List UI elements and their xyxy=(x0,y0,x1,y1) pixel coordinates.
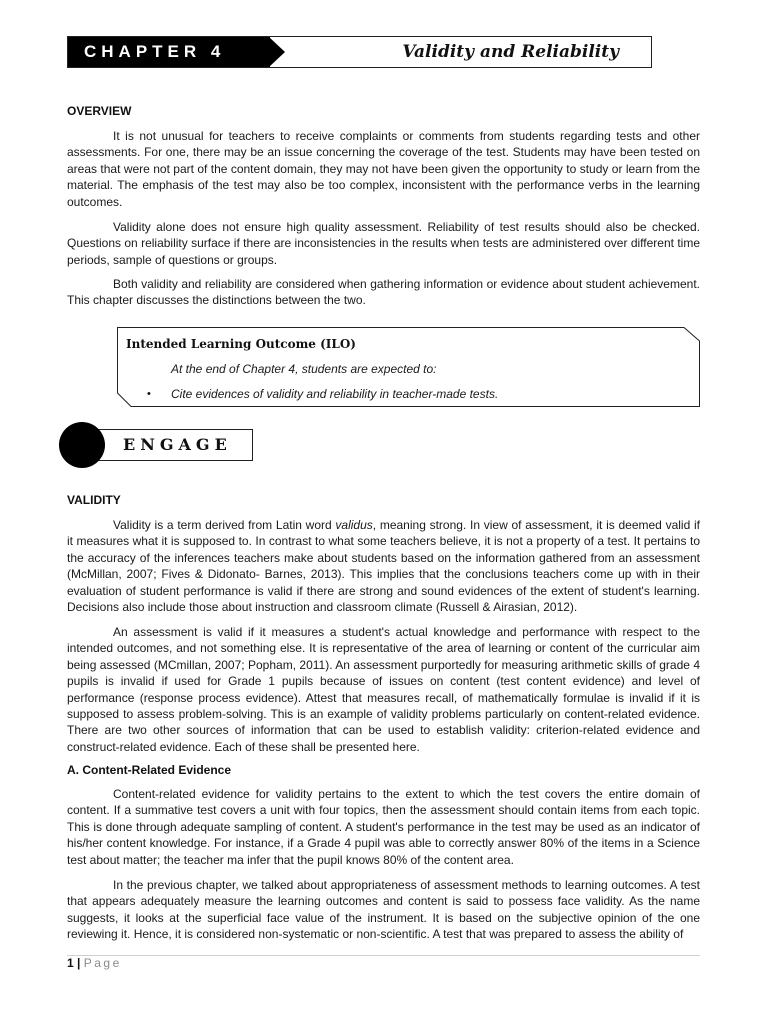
chapter-label: CHAPTER 4 xyxy=(68,37,270,67)
ilo-title: Intended Learning Outcome (ILO) xyxy=(126,337,356,351)
ilo-box xyxy=(117,327,700,407)
overview-paragraph-1: It is not unusual for teachers to receive complaints or comments from students regarding tests and other assessments. For one, there may be an issue concerning the coverage of the test. Students may have been tested on areas that were not part of the content domain, they may not have been given the opportunity to study or learn from the material. The emphasis of the test may also be too complex, inconsistent with the performance verbs in the learning outcomes. xyxy=(67,129,700,209)
chapter-title: Validity and Reliability xyxy=(402,42,619,62)
overview-paragraph-2: Validity alone does not ensure high quality assessment. Reliability of test results should also be checked. Questions on reliability surface if there are inconsistencies in the results when tests are administered over different time periods, sample of questions or groups. xyxy=(67,220,700,267)
footer-divider xyxy=(67,955,700,956)
validity-paragraph-2: An assessment is valid if it measures a student's actual knowledge and performance with respect to the intended outcomes, and not something else. It is representative of the area of learning or content of the curricular aim being assessed (MCmillan, 2007; Popham, 2011). An assessment purportedly for measuring arithmetic skills of grade 4 pupils is invalid if used for Grade 1 pupils because of issues on content (test content evidence) and level of performance (response process evidence). Attest that measures recall, of mathematically formulae is invalid if it is supposed to assess problem-solving. This is an example of validity problems particularly on content-related evidence. There are two other sources of information that can be used to establish validity: criterion-related evidence and construct-related evidence. Each of these shall be presented here. xyxy=(67,625,700,754)
chapter-header xyxy=(67,36,652,68)
chapter-arrow-shape xyxy=(269,37,285,67)
page-number: 1 xyxy=(67,956,74,970)
content-evidence-paragraph-1: Content-related evidence for validity pertains to the extent to which the test covers the entire domain of content. If a summative test covers a unit with four topics, then the assessment should contain items from each topic. This is done through adequate sampling of content. A student's performance in the test may be used as an indicator of his/her content knowledge. For instance, if a Grade 4 pupil was able to correctly answer 80% of the items in a Science test about matter; the teacher ma infer that the pupil knows 80% of the content area. xyxy=(67,787,700,867)
engage-label: ENGAGE xyxy=(123,435,232,454)
validity-p1-latin-term: validus xyxy=(335,518,373,532)
engage-banner xyxy=(82,429,253,461)
overview-paragraph-3: Both validity and reliability are considered when gathering information or evidence about student achievement. This chapter discusses the distinctions between the two. xyxy=(67,277,700,308)
bullet-icon: • xyxy=(147,388,151,400)
ilo-intro: At the end of Chapter 4, students are expected to: xyxy=(171,362,437,376)
overview-heading: OVERVIEW xyxy=(67,104,132,118)
content-evidence-paragraph-2: In the previous chapter, we talked about appropriateness of assessment methods to learning outcomes. A test that appears adequately measure the learning outcomes and content is said to possess face validity. As the name suggests, it looks at the superficial face value of the instrument. It is based on the subjective opinion of the one reviewing it. Hence, it is considered non-systematic or non-scientific. A test that was prepared to assess the ability of xyxy=(67,878,700,942)
content-evidence-heading: A. Content-Related Evidence xyxy=(67,763,232,777)
footer-separator: | xyxy=(77,956,81,970)
validity-p1-text-b: , meaning strong. In view of assessment, it is deemed valid if it measures what it is supposed to. In contrast to what some teachers believe, it is not a property of a test. It pertains to the accuracy of the inferences teachers make about students based on the information gathered from an assessment (McMillan, 2007; Fives & Didonato- Barnes, 2013). This implies that the conclusions teachers come up with in their evaluation of student performance is valid if there are strong and sound evidences of the extent of student's learning. Decisions also include those about instruction and classroom climate (Russell & Airasian, 2012). xyxy=(67,518,700,615)
ilo-item: Cite evidences of validity and reliability in teacher-made tests. xyxy=(171,387,499,401)
validity-heading: VALIDITY xyxy=(67,493,121,507)
engage-circle-icon xyxy=(59,422,105,468)
page-word: Page xyxy=(83,956,122,970)
validity-p1-text-a: Validity is a term derived from Latin word xyxy=(113,518,336,532)
page-footer xyxy=(67,956,122,970)
validity-paragraph-1 xyxy=(67,517,700,615)
